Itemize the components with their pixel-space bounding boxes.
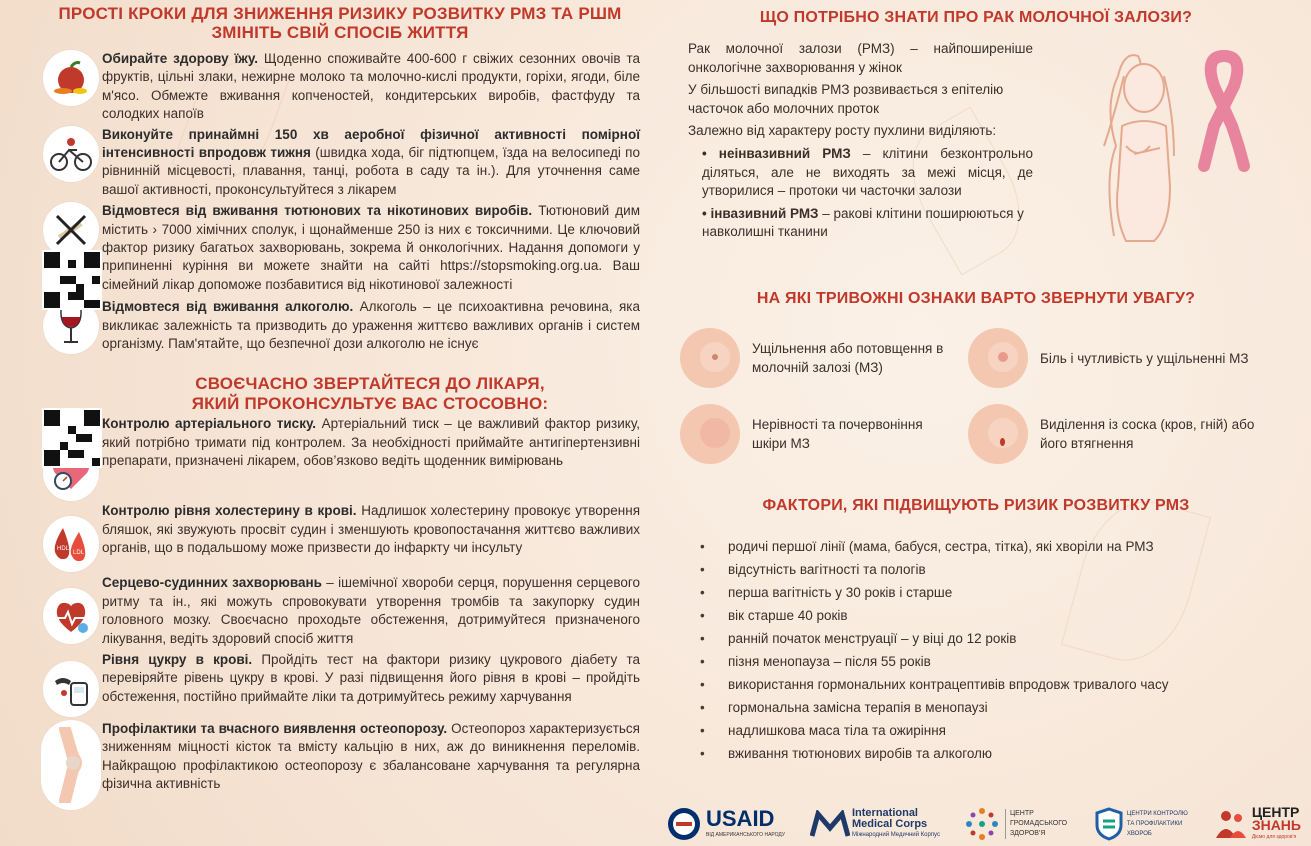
knee-joint-icon xyxy=(41,720,101,810)
usaid-subtitle: ВІД АМЕРИКАНСЬКОГО НАРОДУ xyxy=(706,832,786,838)
imc-mark-icon xyxy=(810,810,850,838)
healthy-food-text: Обирайте здорову їжу. Щоденно споживайте 400-600 г свіжих сезонних овочів та фруктів, цільні злаки, нежирне молоко та молочно-кислі продукти, горіхи, ягоди, біле м'ясо. Обмежте вживання копченостей, кондитерських виробів, фастфуду та солодких напоїв xyxy=(102,51,640,122)
cardiovascular-text: Серцево-судинних захворювань – ішемічної хвороби серця, порушення серцевого ритму та ін., які можуть спровокувати утворення тромбів та закупорку судин головного мозку. Своєчасно проходьте обстеження, дотримуйтеся призначеного лікування, ведіть здоровий спосіб життя xyxy=(102,575,640,646)
usaid-name: USAID xyxy=(706,806,775,831)
right-column xyxy=(676,0,1276,761)
symptom-text: Ущільнення або потовщення в молочній залозі (МЗ) xyxy=(752,341,944,375)
risk-factors-list xyxy=(700,535,1260,765)
breast-lump-icon xyxy=(680,328,740,388)
healthy-food-icon xyxy=(43,50,99,106)
woman-self-exam-illustration xyxy=(1074,36,1264,246)
list-item: • надлишкова маса тіла та ожиріння xyxy=(700,719,1260,742)
cz-subtitle: Діємо для здоров'я xyxy=(1251,834,1297,840)
info-paragraph: У більшості випадків РМЗ розвивається з епітелію часточок або молочних проток xyxy=(688,82,1004,116)
usaid-logo[interactable] xyxy=(666,806,785,842)
doctor-title-line1: СВОЄЧАСНО ЗВЕРТАЙТЕСЯ ДО ЛІКАРЯ, xyxy=(195,374,545,394)
breast-pain-icon xyxy=(968,328,1028,388)
ckph-name: ЦЕНТРИ КОНТРОЛЮ ТА ПРОФІЛАКТИКИ ХВОРОБ xyxy=(1126,811,1188,837)
cgz-name: ЦЕНТР ГРОМАДСЬКОГО ЗДОРОВ'Я xyxy=(1005,809,1070,839)
breast-cancer-info xyxy=(688,40,1033,242)
people-icon xyxy=(1214,808,1248,840)
list-item: • перша вагітність у 30 років і старше xyxy=(700,581,1260,604)
warning-signs-title: НА ЯКІ ТРИВОЖНІ ОЗНАКИ ВАРТО ЗВЕРНУТИ УВАГУ? xyxy=(756,290,1196,307)
physical-activity-text: Виконуйте принаймні 150 хв аеробної фізичної активності помірної інтенсивності впродовж тижня (швидка хода, біг підтюпцем, їзда на велосипеді по рівнинній місцевості, плавання, танці, робота в саду та ін.). Для уточнення саме вашої активності, проконсультуйтеся з лікарем xyxy=(102,126,641,197)
list-item xyxy=(40,126,640,200)
list-item: • пізня менопауза – після 55 років xyxy=(700,650,1260,673)
symptom-item xyxy=(968,404,1268,464)
nipple-discharge-icon xyxy=(968,404,1028,464)
non-invasive-item: • неінвазивний РМЗ – клітини безконтрольно діляться, але не виходять за межі місця, де утворилися – протоки чи часточки залози xyxy=(702,145,1033,199)
svg-text:LDL: LDL xyxy=(73,550,85,557)
glucometer-icon xyxy=(43,661,99,717)
list-item xyxy=(40,202,640,294)
doctor-section-title xyxy=(40,374,640,414)
cz-name-line2: ЗНАНЬ xyxy=(1251,817,1301,833)
qr-code-icon[interactable] xyxy=(42,408,102,468)
list-item xyxy=(40,50,640,124)
partner-logos xyxy=(666,802,1311,846)
no-smoking-text: Відмовтеся від вживання тютюнових та нікотинових виробів. Тютюновий дим містить › 7000 хімічних сполук, і щонайменше 250 із них є токсичними. Це ключовий фактор ризику багатьох захворювань, зокрема й онкологічних. Надання допомоги у припиненні куріння ви можете знайти на сайті https://stopsmoking.org.ua. Ваш сімейний лікар допоможе позбавитися від нікотинової залежності xyxy=(102,203,640,292)
symptom-item xyxy=(680,404,960,464)
list-item: • гормональна замісна терапія в менопаузі xyxy=(700,696,1260,719)
svg-text:HDL: HDL xyxy=(57,546,70,553)
list-item xyxy=(40,415,640,501)
public-health-center-logo[interactable] xyxy=(965,807,1070,841)
symptom-item xyxy=(680,328,960,388)
list-item: • родичі першої лінії (мама, бабуся, сестра, тітка), які хворіли на РМЗ xyxy=(700,535,1260,558)
prevention-title xyxy=(40,0,640,42)
left-column xyxy=(40,0,640,810)
heart-icon xyxy=(43,588,99,644)
info-paragraph: Залежно від характеру росту пухлини виділяють: xyxy=(688,123,997,139)
symptom-item xyxy=(968,328,1258,388)
invasive-item: • інвазивний РМЗ – ракові клітини поширюються у навколишні тканини xyxy=(702,205,1024,240)
imc-logo[interactable] xyxy=(810,808,940,840)
list-item: • вживання тютюнових виробів та алкоголю xyxy=(700,742,1260,765)
cholesterol-icon xyxy=(43,516,99,572)
osteoporosis-text: Профілактики та вчасного виявлення остеопорозу. Остеопороз характеризується зниженням міцності кісток та вмісту кальцію в них, аж до виникнення переломів. Найкращою профілактикою остеопорозу є збалансоване харчування та регулярна фізична активність xyxy=(102,720,640,792)
list-item: • відсутність вагітності та пологів xyxy=(700,558,1260,581)
list-item: • використання гормональних контрацептивів впродовж тривалого часу xyxy=(700,673,1260,696)
shield-icon xyxy=(1095,807,1123,841)
list-item xyxy=(40,720,640,810)
cgz-mark-icon xyxy=(965,807,999,841)
prevention-title-line1: ПРОСТІ КРОКИ ДЛЯ ЗНИЖЕННЯ РИЗИКУ РОЗВИТКУ РМЗ ТА РШМ xyxy=(58,4,622,23)
cholesterol-text: Контролю рівня холестерину в крові. Надлишок холестерину провокує утворення бляшок, які звужують просвіт судин і зменшують кровопостачання життєво важливих органів, що в подальшому може призвести до інфаркту чи інсульту xyxy=(102,503,640,556)
risk-factors-title: ФАКТОРИ, ЯКІ ПІДВИЩУЮТЬ РИЗИК РОЗВИТКУ РМЗ xyxy=(762,497,1190,514)
symptom-text: Нерівності та почервоніння шкіри МЗ xyxy=(752,417,923,451)
cz-name-line1: ЦЕНТР xyxy=(1251,804,1300,820)
list-item xyxy=(40,502,640,572)
list-item: • ранній початок менструації – у віці до 12 років xyxy=(700,627,1260,650)
usaid-seal-icon xyxy=(666,806,702,842)
imc-name: International Medical Corps xyxy=(851,807,928,830)
bicycle-icon xyxy=(43,126,99,182)
cdc-ukraine-logo[interactable] xyxy=(1095,807,1189,841)
blood-sugar-text: Рівня цукру в крові. Пройдіть тест на фактори ризику цукрового діабету та перевіряйте рівень цукру в крові. У разі підвищення його рівня в крові – пройдіть обстеження, постійно приймайте ліки та дотримуйтесь режиму харчування xyxy=(102,651,640,704)
no-alcohol-text: Відмовтеся від вживання алкоголю. Алкоголь – це психоактивна речовина, яка викликає залежність та призводить до ураження життєво важливих органів і систем організму. Пам'ятайте, що безпечної дози алкоголю не існує xyxy=(102,299,640,352)
center-znan-logo[interactable] xyxy=(1214,806,1301,842)
symptom-text: Виділення із соска (кров, гній) або його втягнення xyxy=(1040,417,1255,451)
imc-subtitle: Міжнародний Медичний Корпус xyxy=(851,832,940,838)
symptom-text: Біль і чутливість у ущільненні МЗ xyxy=(1040,350,1249,366)
list-item xyxy=(40,574,640,648)
list-item xyxy=(40,651,640,717)
list-item: • вік старше 40 років xyxy=(700,604,1260,627)
list-item xyxy=(40,298,640,354)
prevention-title-line2: ЗМІНІТЬ СВІЙ СПОСІБ ЖИТТЯ xyxy=(211,23,469,42)
blood-pressure-text: Контролю артеріального тиску. Артеріальний тиск – це важливий фактор ризику, який потрібно тримати під контролем. За необхідності приймайте антигіпертензивні препарати, призначені лікарем, обов’язково ведіть щоденник вимірювань xyxy=(102,416,640,469)
qr-code-icon[interactable] xyxy=(42,250,102,310)
info-paragraph: Рак молочної залози (РМЗ) – найпоширеніше онкологічне захворювання у жінок xyxy=(688,41,1033,75)
breast-cancer-title: ЩО ПОТРІБНО ЗНАТИ ПРО РАК МОЛОЧНОЇ ЗАЛОЗИ? xyxy=(759,9,1193,26)
doctor-title-line2: ЯКИЙ ПРОКОНСУЛЬТУЄ ВАС СТОСОВНО: xyxy=(191,394,549,414)
skin-redness-icon xyxy=(680,404,740,464)
